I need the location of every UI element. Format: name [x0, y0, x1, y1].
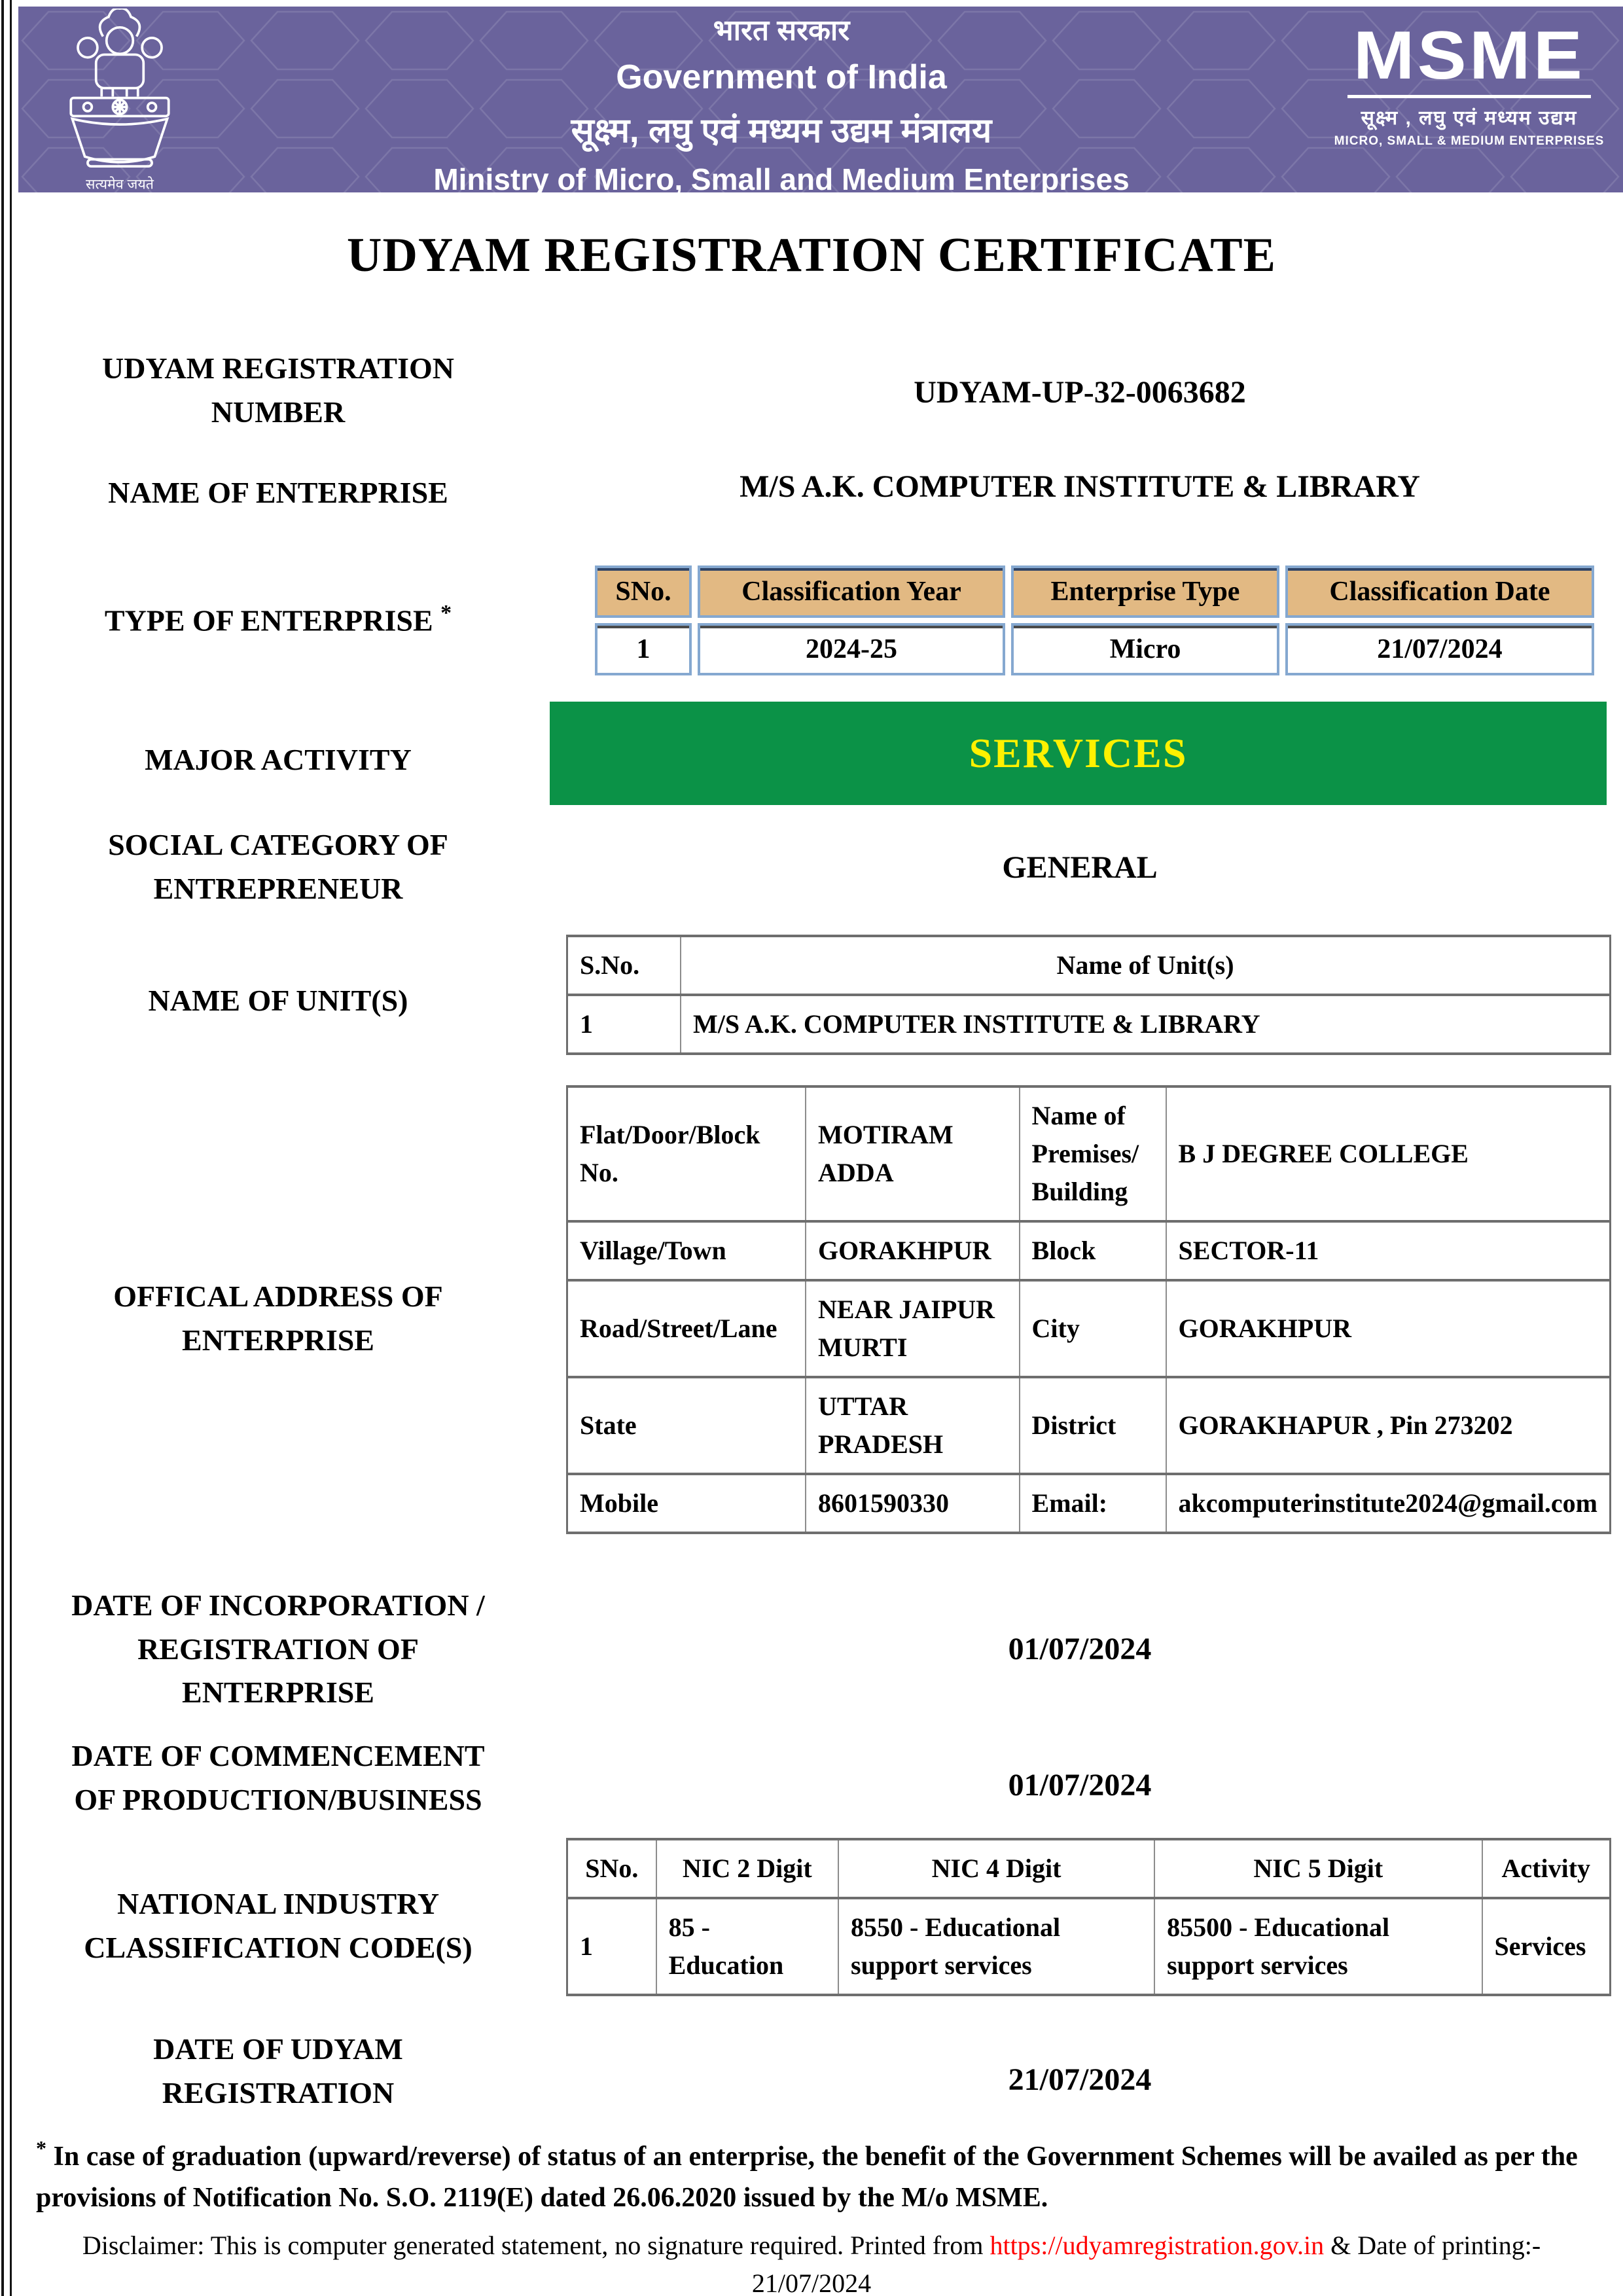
msme-wordmark: MSME [1353, 18, 1586, 94]
address-flat-value: MOTIRAM ADDA [806, 1086, 1019, 1221]
nic-header-4digit: NIC 4 Digit [838, 1839, 1154, 1898]
units-header-sno: S.No. [567, 936, 681, 995]
classification-year: 2024-25 [698, 623, 1005, 675]
udyam-date-label-line1: DATE OF UDYAM [153, 2032, 403, 2066]
address-premises-label: Name of Premises/ Building [1020, 1086, 1166, 1221]
address-email-value: akcomputerinstitute2024@gmail.com [1166, 1474, 1611, 1533]
classification-header-year: Classification Year [698, 565, 1005, 618]
classification-header-sno: SNo. [595, 565, 692, 618]
address-state-value: UTTAR PRADESH [806, 1377, 1019, 1474]
address-mobile-value: 8601590330 [806, 1474, 1019, 1533]
classification-table [589, 560, 1600, 681]
address-city-value: GORAKHPUR [1166, 1280, 1611, 1377]
nic-2digit: 85 - Education [656, 1898, 838, 1995]
govt-of-india-hindi: भारत सरकार [713, 14, 850, 46]
classification-date: 21/07/2024 [1285, 623, 1594, 675]
enterprise-name-value: M/S A.K. COMPUTER INSTITUTE & LIBRARY [740, 469, 1420, 504]
footnote-line1: In case of graduation (upward/reverse) of status of an enterprise, the benefit of the Government Schemes will be availed as per [53, 2142, 1535, 2172]
address-label-line1: OFFICAL ADDRESS OF [113, 1280, 443, 1313]
units-header-row [567, 936, 1611, 995]
nic-header-activity: Activity [1482, 1839, 1611, 1898]
nic-label [39, 1882, 517, 1969]
units-table [566, 935, 1611, 1055]
address-mobile-label: Mobile [567, 1474, 806, 1533]
social-category-label-line2: ENTREPRENEUR [153, 871, 403, 905]
address-village-value: GORAKHPUR [806, 1221, 1019, 1280]
social-category-label-line1: SOCIAL CATEGORY OF [108, 828, 448, 861]
urn-value: UDYAM-UP-32-0063682 [914, 375, 1246, 410]
msme-tagline-english: MICRO, SMALL & MEDIUM ENTERPRISES [1334, 134, 1605, 148]
classification-sno: 1 [595, 623, 692, 675]
units-name: M/S A.K. COMPUTER INSTITUTE & LIBRARY [681, 995, 1611, 1054]
commencement-date-value: 01/07/2024 [1008, 1768, 1152, 1803]
address-flat-label: Flat/Door/Block No. [567, 1086, 806, 1221]
units-data-row [567, 995, 1611, 1054]
msme-logo [1334, 7, 1623, 197]
certificate-title: UDYAM REGISTRATION CERTIFICATE [347, 228, 1276, 282]
nic-data-row [567, 1898, 1611, 1995]
graduation-footnote [36, 2132, 1603, 2219]
incorporation-label-line2: REGISTRATION OF [137, 1632, 419, 1666]
address-table [566, 1085, 1611, 1534]
msme-logo-rule [1347, 95, 1591, 98]
classification-data-row [595, 623, 1594, 675]
address-label [39, 1275, 517, 1362]
page-left-border [1, 0, 12, 2296]
msme-tagline-hindi: सूक्ष्म , लघु एवं मध्यम उद्यम [1361, 107, 1578, 129]
nic-activity: Services [1482, 1898, 1611, 1995]
address-premises-value: B J DEGREE COLLEGE [1166, 1086, 1611, 1221]
urn-label-line2: NUMBER [211, 395, 346, 429]
ministry-hindi: सूक्ष्म, लघु एवं मध्यम उद्यम मंत्रालय [571, 112, 992, 150]
address-row-flat [567, 1086, 1611, 1221]
nic-sno: 1 [567, 1898, 656, 1995]
national-emblem-icon [43, 9, 197, 196]
major-activity-label: MAJOR ACTIVITY [145, 743, 412, 776]
address-block-value: SECTOR-11 [1166, 1221, 1611, 1280]
major-activity-value: SERVICES [969, 730, 1188, 776]
incorporation-label-line1: DATE OF INCORPORATION / [71, 1588, 485, 1622]
udyam-date-label [39, 2028, 517, 2115]
ministry-english: Ministry of Micro, Small and Medium Enterprises [433, 162, 1130, 196]
type-label-text: TYPE OF ENTERPRISE [104, 603, 433, 637]
address-row-road [567, 1280, 1611, 1377]
social-category-label [39, 823, 517, 910]
commencement-label-line1: DATE OF COMMENCEMENT [71, 1739, 485, 1772]
units-label: NAME OF UNIT(S) [148, 984, 408, 1017]
units-header-name: Name of Unit(s) [681, 936, 1611, 995]
address-label-line2: ENTERPRISE [182, 1323, 374, 1357]
social-category-value: GENERAL [1002, 850, 1158, 885]
printing-date: 21/07/2024 [751, 2269, 872, 2296]
address-district-value: GORAKHAPUR , Pin 273202 [1166, 1377, 1611, 1474]
units-sno: 1 [567, 995, 681, 1054]
nic-label-line1: NATIONAL INDUSTRY [116, 1887, 440, 1920]
udyam-date-label-line2: REGISTRATION [162, 2075, 395, 2109]
disclaimer-suffix: & Date of printing:- [1324, 2231, 1541, 2260]
government-header-band [18, 7, 1623, 196]
address-city-label: City [1020, 1280, 1166, 1377]
header-titles [221, 7, 1342, 197]
enterprise-name-label: NAME OF ENTERPRISE [108, 476, 448, 509]
address-row-state [567, 1377, 1611, 1474]
nic-5digit: 85500 - Educational support services [1154, 1898, 1482, 1995]
type-of-enterprise-label [39, 597, 517, 643]
commencement-label [39, 1734, 517, 1821]
major-activity-banner [550, 702, 1607, 805]
satyameva-jayate-text: सत्यमेव जयते [86, 175, 154, 192]
commencement-label-line2: OF PRODUCTION/BUSINESS [74, 1782, 482, 1816]
classification-header-type: Enterprise Type [1011, 565, 1279, 618]
nic-label-line2: CLASSIFICATION CODE(S) [84, 1930, 473, 1964]
address-block-label: Block [1020, 1221, 1166, 1280]
address-email-label: Email: [1020, 1474, 1166, 1533]
nic-header-sno: SNo. [567, 1839, 656, 1898]
address-row-village [567, 1221, 1611, 1280]
national-emblem [18, 7, 221, 197]
footnote-line2: the provisions of Notification No. S.O. 2119(E) dated 26.06.2020 issued by the M/o MSME. [36, 2142, 1578, 2213]
udyam-registration-link[interactable]: https://udyamregistration.gov.in [990, 2231, 1325, 2260]
udyam-registration-date-value: 21/07/2024 [1008, 2062, 1152, 2097]
nic-header-row [567, 1839, 1611, 1898]
incorporation-date-value: 01/07/2024 [1008, 1632, 1152, 1666]
address-state-label: State [567, 1377, 806, 1474]
govt-of-india-english: Government of India [616, 58, 947, 96]
nic-4digit: 8550 - Educational support services [838, 1898, 1154, 1995]
incorporation-label [39, 1584, 517, 1715]
nic-table [566, 1838, 1611, 1996]
disclaimer [26, 2227, 1597, 2296]
address-road-value: NEAR JAIPUR MURTI [806, 1280, 1019, 1377]
address-road-label: Road/Street/Lane [567, 1280, 806, 1377]
urn-label-line1: UDYAM REGISTRATION [101, 351, 455, 385]
nic-header-5digit: NIC 5 Digit [1154, 1839, 1482, 1898]
nic-header-2digit: NIC 2 Digit [656, 1839, 838, 1898]
incorporation-label-line3: ENTERPRISE [182, 1676, 374, 1710]
address-village-label: Village/Town [567, 1221, 806, 1280]
address-district-label: District [1020, 1377, 1166, 1474]
disclaimer-prefix: Disclaimer: This is computer generated statement, no signature required. Printed from [82, 2231, 990, 2260]
classification-enterprise-type: Micro [1011, 623, 1279, 675]
type-label-asterisk: * [440, 601, 452, 625]
footnote-asterisk: * [36, 2136, 46, 2160]
urn-label [39, 347, 517, 434]
classification-header-date: Classification Date [1285, 565, 1594, 618]
classification-header-row [595, 565, 1594, 618]
address-row-mobile [567, 1474, 1611, 1533]
